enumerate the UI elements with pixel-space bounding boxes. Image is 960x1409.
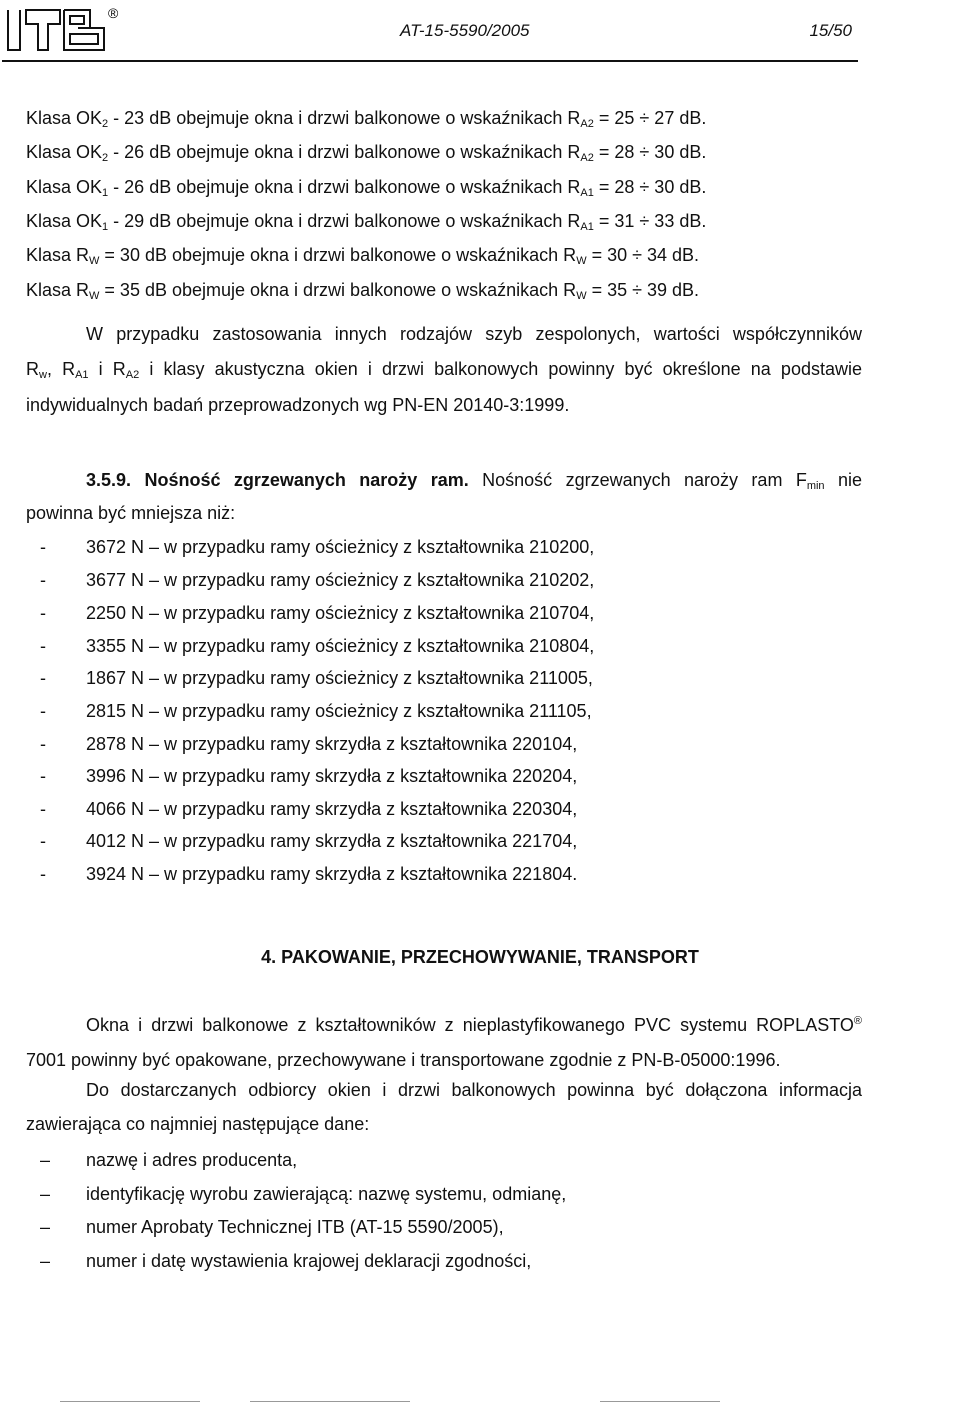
paragraph-line: zawierająca co najmniej następujące dane: xyxy=(26,1114,370,1134)
list-item: 2815 N – w przypadku ramy ościeżnicy z kształtownika 211105, xyxy=(86,701,592,721)
list-dash: - xyxy=(40,766,46,786)
list-item: 4012 N – w przypadku ramy skrzydła z kształtownika 221704, xyxy=(86,831,578,851)
paragraph-line: Okna i drzwi balkonowe z kształtowników z nieplastyfikowanego PVC systemu ROPLASTO® xyxy=(86,1015,862,1035)
list-item: 3996 N – w przypadku ramy skrzydła z kształtownika 220204, xyxy=(86,766,578,786)
list-item: 3677 N – w przypadku ramy ościeżnicy z kształtownika 210202, xyxy=(86,570,595,590)
list-item: 3672 N – w przypadku ramy ościeżnicy z kształtownika 210200, xyxy=(86,537,595,557)
class-line: Klasa $OK_1 - 26$ dB obejmuje okna i drzwi balkonowe o wskaźnikach $R_{A1} = 28 \div 30$ dB. xyxy=(26,177,707,199)
paragraph-line: $R_w$, $R_{A1}$ i $R_{A2}$ i klasy akustyczna okien i drzwi balkonowych powinny być określone na podstawie xyxy=(26,359,862,381)
list-dash: - xyxy=(40,636,46,656)
section-title: Nośność zgrzewanych naroży ram. xyxy=(144,470,469,490)
list-dash: – xyxy=(40,1184,51,1204)
itb-logo xyxy=(4,2,128,54)
list-dash: - xyxy=(40,734,46,754)
list-item: nazwę i adres producenta, xyxy=(86,1150,298,1170)
list-dash: - xyxy=(40,570,46,590)
list-item: 1867 N – w przypadku ramy ościeżnicy z kształtownika 211005, xyxy=(86,668,593,688)
paragraph-line: Do dostarczanych odbiorcy okien i drzwi balkonowych powinna być dołączona informacja xyxy=(86,1080,862,1100)
list-item: 2878 N – w przypadku ramy skrzydła z kształtownika 220104, xyxy=(86,734,578,754)
paragraph-line: powinna być mniejsza niż: xyxy=(26,503,236,523)
section-3-5-9-line: 3.5.9. Nośność zgrzewanych naroży ram. Nośność zgrzewanych naroży ram $F_{min}$ nie xyxy=(86,470,862,492)
section-4-heading: 4. PAKOWANIE, PRZECHOWYWANIE, TRANSPORT xyxy=(261,947,699,967)
class-line: Klasa $OK_2 - 23$ dB obejmuje okna i drzwi balkonowe o wskaźnikach $R_{A2} = 25 \div 27$ dB. xyxy=(26,108,707,130)
list-dash: – xyxy=(40,1251,51,1271)
paragraph-line: 7001 powinny być opakowane, przechowywane i transportowane zgodnie z PN-B-05000:1996. xyxy=(26,1050,781,1070)
list-item: numer i datę wystawienia krajowej deklaracji zgodności, xyxy=(86,1251,532,1271)
class-line: Klasa $R_W = 30$ dB obejmuje okna i drzwi balkonowe o wskaźnikach $R_W = 30 \div 34$ dB. xyxy=(26,245,700,267)
list-dash: – xyxy=(40,1217,51,1237)
list-item: 3355 N – w przypadku ramy ościeżnicy z kształtownika 210804, xyxy=(86,636,595,656)
class-line: Klasa $OK_2 - 26$ dB obejmuje okna i drzwi balkonowe o wskaźnikach $R_{A2} = 28 \div 30$ dB. xyxy=(26,142,707,164)
list-dash: - xyxy=(40,668,46,688)
list-dash: - xyxy=(40,864,46,884)
list-dash: - xyxy=(40,603,46,623)
section-number: 3.5.9. xyxy=(86,470,132,490)
paragraph-line: W przypadku zastosowania innych rodzajów szyb zespolonych, wartości współczynników xyxy=(86,324,862,344)
class-line: Klasa $OK_1 - 29$ dB obejmuje okna i drzwi balkonowe o wskaźnikach $R_{A1} = 31 \div 33$ dB. xyxy=(26,211,707,233)
list-item: 3924 N – w przypadku ramy skrzydła z kształtownika 221804. xyxy=(86,864,578,884)
list-item: identyfikację wyrobu zawierającą: nazwę systemu, odmianę, xyxy=(86,1184,567,1204)
scan-artifact xyxy=(600,1401,720,1402)
document-code: AT-15-5590/2005 xyxy=(400,21,530,40)
list-dash: – xyxy=(40,1150,51,1170)
scan-artifact xyxy=(60,1401,200,1402)
registered-mark: ® xyxy=(108,5,119,21)
list-dash: - xyxy=(40,537,46,557)
paragraph-line: indywidualnych badań przeprowadzonych wg PN-EN 20140-3:1999. xyxy=(26,395,570,415)
list-dash: - xyxy=(40,831,46,851)
page-number: 15/50 xyxy=(809,21,852,40)
list-item: 2250 N – w przypadku ramy ościeżnicy z kształtownika 210704, xyxy=(86,603,595,623)
list-dash: - xyxy=(40,701,46,721)
list-item: numer Aprobaty Technicznej ITB (AT-15 5590/2005), xyxy=(86,1217,504,1237)
class-line: Klasa $R_W = 35$ dB obejmuje okna i drzwi balkonowe o wskaźnikach $R_W = 35 \div 39$ dB. xyxy=(26,280,700,302)
header-rule xyxy=(2,60,858,62)
list-dash: - xyxy=(40,799,46,819)
scan-artifact xyxy=(250,1401,410,1402)
list-item: 4066 N – w przypadku ramy skrzydła z kształtownika 220304, xyxy=(86,799,578,819)
